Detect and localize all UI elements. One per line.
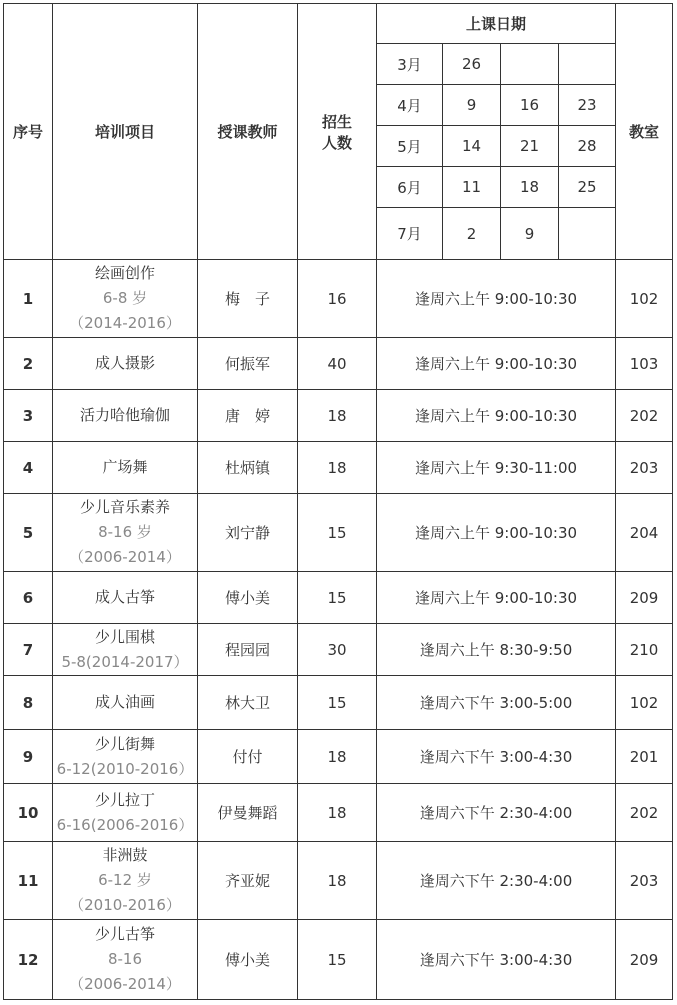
month-cell: 4月 bbox=[377, 85, 443, 126]
project-name: 少儿音乐素养 bbox=[79, 498, 170, 516]
day-cell: 25 bbox=[559, 167, 616, 208]
time-cell: 逢周六下午 3:00-5:00 bbox=[377, 676, 616, 730]
enrollment-cell: 15 bbox=[298, 920, 377, 1000]
enrollment-cell: 18 bbox=[298, 442, 377, 494]
day-cell: 2 bbox=[443, 208, 501, 260]
classroom-cell: 210 bbox=[616, 624, 673, 676]
teacher-cell: 何振军 bbox=[198, 338, 298, 390]
table-row bbox=[4, 390, 673, 442]
project-age: （2006-2014） bbox=[69, 548, 181, 566]
time-cell: 逢周六上午 8:30-9:50 bbox=[377, 624, 616, 676]
project-cell bbox=[53, 390, 198, 442]
header-enrollment-line1: 招生 bbox=[321, 112, 352, 131]
project-cell bbox=[53, 842, 198, 920]
teacher-cell: 伊曼舞蹈 bbox=[198, 784, 298, 842]
day-cell: 18 bbox=[501, 167, 559, 208]
month-cell: 3月 bbox=[377, 44, 443, 85]
teacher-cell: 唐 婷 bbox=[198, 390, 298, 442]
enrollment-cell: 30 bbox=[298, 624, 377, 676]
time-cell: 逢周六下午 2:30-4:00 bbox=[377, 842, 616, 920]
project-cell bbox=[53, 784, 198, 842]
classroom-cell: 202 bbox=[616, 390, 673, 442]
enrollment-cell: 18 bbox=[298, 842, 377, 920]
time-cell: 逢周六下午 3:00-4:30 bbox=[377, 920, 616, 1000]
project-age: 8-16 bbox=[107, 950, 143, 968]
project-cell bbox=[53, 676, 198, 730]
day-cell: 28 bbox=[559, 126, 616, 167]
project-cell bbox=[53, 260, 198, 338]
time-cell: 逢周六上午 9:00-10:30 bbox=[377, 572, 616, 624]
class-schedule-table bbox=[3, 3, 673, 1000]
table-row bbox=[4, 572, 673, 624]
table-row bbox=[4, 842, 673, 920]
day-cell: 9 bbox=[501, 208, 559, 260]
classroom-cell: 209 bbox=[616, 920, 673, 1000]
day-cell bbox=[559, 44, 616, 85]
day-cell bbox=[559, 208, 616, 260]
project-age: （2010-2016） bbox=[69, 896, 181, 914]
project-name: 非洲鼓 bbox=[102, 846, 148, 864]
project-name: 少儿围棋 bbox=[94, 627, 155, 646]
teacher-cell: 刘宁静 bbox=[198, 494, 298, 572]
classroom-cell: 202 bbox=[616, 784, 673, 842]
day-cell: 14 bbox=[443, 126, 501, 167]
row-index: 11 bbox=[4, 842, 53, 920]
enrollment-cell: 15 bbox=[298, 572, 377, 624]
day-cell: 11 bbox=[443, 167, 501, 208]
project-age: 5-8(2014-2017） bbox=[61, 652, 189, 671]
teacher-cell: 梅 子 bbox=[198, 260, 298, 338]
project-name: 成人油画 bbox=[94, 693, 155, 711]
table-row bbox=[4, 730, 673, 784]
row-index: 6 bbox=[4, 572, 53, 624]
day-cell: 16 bbox=[501, 85, 559, 126]
project-name: 绘画创作 bbox=[94, 264, 155, 282]
project-cell bbox=[53, 920, 198, 1000]
enrollment-cell: 15 bbox=[298, 676, 377, 730]
month-cell: 5月 bbox=[377, 126, 443, 167]
classroom-cell: 201 bbox=[616, 730, 673, 784]
classroom-cell: 203 bbox=[616, 442, 673, 494]
teacher-cell: 杜炳镇 bbox=[198, 442, 298, 494]
header-index: 序号 bbox=[4, 4, 53, 260]
classroom-cell: 204 bbox=[616, 494, 673, 572]
row-index: 3 bbox=[4, 390, 53, 442]
day-cell: 26 bbox=[443, 44, 501, 85]
month-cell: 6月 bbox=[377, 167, 443, 208]
row-index: 8 bbox=[4, 676, 53, 730]
table-row bbox=[4, 784, 673, 842]
row-index: 12 bbox=[4, 920, 53, 1000]
table-row bbox=[4, 624, 673, 676]
day-cell: 21 bbox=[501, 126, 559, 167]
teacher-cell: 傅小美 bbox=[198, 920, 298, 1000]
project-name: 成人摄影 bbox=[94, 354, 155, 372]
teacher-cell: 程园园 bbox=[198, 624, 298, 676]
project-cell bbox=[53, 442, 198, 494]
enrollment-cell: 18 bbox=[298, 730, 377, 784]
row-index: 7 bbox=[4, 624, 53, 676]
table-row bbox=[4, 260, 673, 338]
classroom-cell: 102 bbox=[616, 676, 673, 730]
time-cell: 逢周六上午 9:00-10:30 bbox=[377, 390, 616, 442]
project-cell bbox=[53, 624, 198, 676]
project-cell bbox=[53, 572, 198, 624]
enrollment-cell: 15 bbox=[298, 494, 377, 572]
project-name: 少儿拉丁 bbox=[94, 790, 155, 809]
teacher-cell: 林大卫 bbox=[198, 676, 298, 730]
row-index: 2 bbox=[4, 338, 53, 390]
time-cell: 逢周六上午 9:00-10:30 bbox=[377, 260, 616, 338]
enrollment-cell: 40 bbox=[298, 338, 377, 390]
classroom-cell: 102 bbox=[616, 260, 673, 338]
project-name: 广场舞 bbox=[102, 458, 148, 476]
row-index: 10 bbox=[4, 784, 53, 842]
project-name: 少儿古筝 bbox=[94, 925, 155, 943]
project-cell bbox=[53, 338, 198, 390]
project-age: （2006-2014） bbox=[69, 975, 181, 993]
day-cell bbox=[501, 44, 559, 85]
teacher-cell: 傅小美 bbox=[198, 572, 298, 624]
table-row bbox=[4, 676, 673, 730]
row-index: 4 bbox=[4, 442, 53, 494]
header-dates: 上课日期 bbox=[377, 4, 616, 44]
project-age: （2014-2016） bbox=[69, 314, 181, 332]
table-row bbox=[4, 338, 673, 390]
classroom-cell: 103 bbox=[616, 338, 673, 390]
project-cell bbox=[53, 730, 198, 784]
enrollment-cell: 16 bbox=[298, 260, 377, 338]
project-age: 6-16(2006-2016） bbox=[56, 815, 194, 834]
row-index: 5 bbox=[4, 494, 53, 572]
project-name: 成人古筝 bbox=[94, 588, 155, 606]
project-age: 8-16 岁 bbox=[98, 523, 152, 541]
project-name: 少儿街舞 bbox=[94, 734, 155, 753]
project-age: 6-12 岁 bbox=[98, 871, 152, 889]
row-index: 9 bbox=[4, 730, 53, 784]
classroom-cell: 209 bbox=[616, 572, 673, 624]
project-name: 活力哈他瑜伽 bbox=[79, 406, 170, 424]
row-index: 1 bbox=[4, 260, 53, 338]
enrollment-cell: 18 bbox=[298, 390, 377, 442]
header-enrollment-line2: 人数 bbox=[321, 133, 352, 152]
time-cell: 逢周六下午 3:00-4:30 bbox=[377, 730, 616, 784]
header-teacher: 授课教师 bbox=[198, 4, 298, 260]
teacher-cell: 齐亚妮 bbox=[198, 842, 298, 920]
time-cell: 逢周六上午 9:00-10:30 bbox=[377, 338, 616, 390]
classroom-cell: 203 bbox=[616, 842, 673, 920]
project-age: 6-12(2010-2016） bbox=[56, 759, 194, 778]
project-cell bbox=[53, 494, 198, 572]
table-row bbox=[4, 442, 673, 494]
table-row bbox=[4, 494, 673, 572]
month-cell: 7月 bbox=[377, 208, 443, 260]
table-row bbox=[4, 920, 673, 1000]
time-cell: 逢周六上午 9:30-11:00 bbox=[377, 442, 616, 494]
teacher-cell: 付付 bbox=[198, 730, 298, 784]
enrollment-cell: 18 bbox=[298, 784, 377, 842]
time-cell: 逢周六下午 2:30-4:00 bbox=[377, 784, 616, 842]
course-rows bbox=[4, 260, 673, 1000]
header-enrollment bbox=[298, 4, 377, 260]
time-cell: 逢周六上午 9:00-10:30 bbox=[377, 494, 616, 572]
day-cell: 23 bbox=[559, 85, 616, 126]
header-classroom: 教室 bbox=[616, 4, 673, 260]
day-cell: 9 bbox=[443, 85, 501, 126]
project-age: 6-8 岁 bbox=[102, 289, 148, 307]
header-project: 培训项目 bbox=[53, 4, 198, 260]
